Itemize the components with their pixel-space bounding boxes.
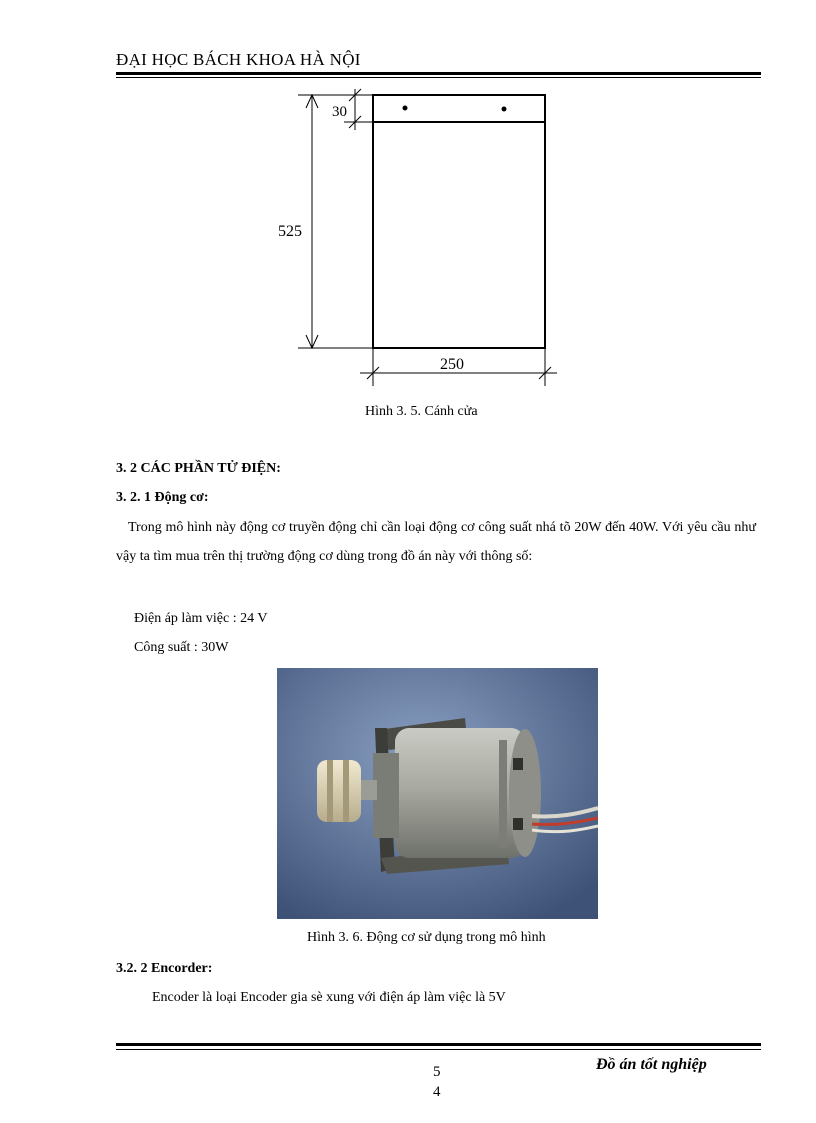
motor-paragraph: Trong mô hình này động cơ truyền động chỉ cần loại động cơ công suất nhá tõ 20W đến 40W. Với yêu cầu như vậy ta tìm mua trên thị trường động cơ dùng trong đồ án này với thông số: [116, 520, 756, 564]
motor-photo [277, 668, 598, 919]
dim-label-30: 30 [332, 104, 347, 120]
page-number-line-1: 5 [433, 1064, 441, 1080]
door-panel-outline [373, 95, 545, 348]
spec-voltage: Điện áp làm việc : 24 V [134, 611, 268, 626]
page-number-line-2: 4 [433, 1084, 441, 1100]
dim-label-250: 250 [440, 356, 464, 373]
door-panel-drawing [260, 86, 580, 396]
dim-label-525: 525 [278, 223, 302, 240]
mount-hole-right [502, 107, 507, 112]
subsection-motor-heading: 3. 2. 1 Động cơ: [116, 490, 209, 505]
header-rule-thin [116, 77, 761, 78]
subsection-encoder-heading: 3.2. 2 Encorder: [116, 961, 213, 976]
spec-power: Công suất : 30W [134, 640, 229, 655]
figure-3-6-caption: Hình 3. 6. Động cơ sử dụng trong mô hình [307, 930, 546, 945]
footer-title: Đồ án tốt nghiệp [596, 1056, 707, 1073]
section-heading: 3. 2 CÁC PHẦN TỬ ĐIỆN: [116, 461, 281, 476]
encoder-paragraph: Encoder là loại Encoder gia sè xung với điện áp làm việc là 5V [152, 990, 506, 1005]
footer-rule-thick [116, 1043, 761, 1046]
figure-3-5-caption: Hình 3. 5. Cánh cửa [365, 404, 478, 419]
page-header-title: ĐẠI HỌC BÁCH KHOA HÀ NỘI [116, 50, 361, 69]
footer-rule-thin [116, 1049, 761, 1050]
header-rule-thick [116, 72, 761, 75]
mount-hole-left [403, 106, 408, 111]
